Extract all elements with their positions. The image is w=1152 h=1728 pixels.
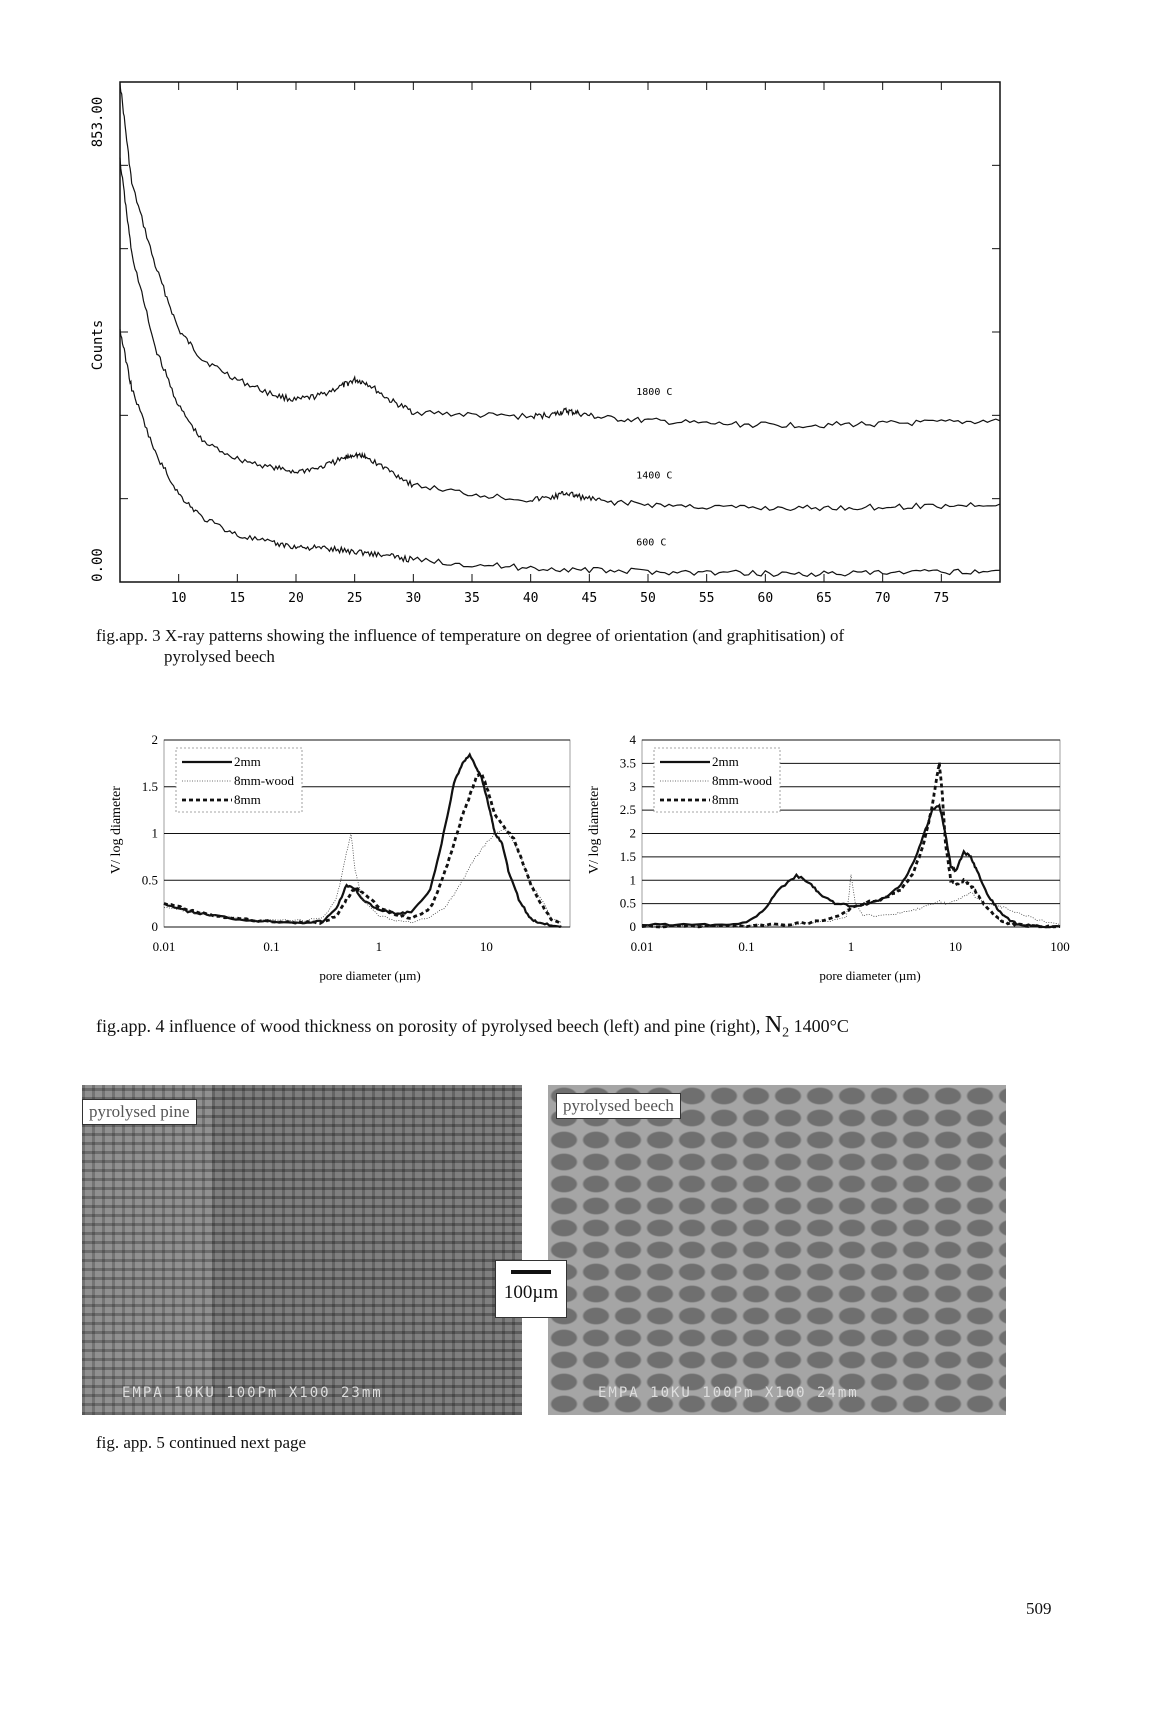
xray-ticks [120, 82, 1000, 582]
fig4-caption-gas: N [764, 1012, 783, 1038]
legend-label: 2mm [712, 754, 739, 769]
legend-label: 8mm-wood [712, 773, 772, 788]
y-tick-label: 2 [151, 732, 158, 747]
beech-legend [176, 748, 302, 812]
porosity-chart-beech [100, 730, 580, 1000]
porosity-chart-pine [580, 730, 1080, 1000]
y-tick-label: 1 [629, 872, 636, 888]
legend-label: 8mm-wood [234, 773, 294, 788]
xray-x-tick-labels [171, 591, 949, 606]
scale-bar-box [495, 1260, 567, 1318]
xray-x-tick-label: 50 [640, 591, 656, 606]
y-tick-label: 0 [629, 919, 636, 934]
xray-series-label: 600 C [636, 537, 667, 549]
xray-series-label: 1800 C [636, 386, 673, 398]
fig4-caption-subscript: 2 [782, 1025, 790, 1041]
legend-label: 2mm [234, 754, 261, 769]
xray-y-max-label: 853.00 [90, 96, 106, 148]
xray-series-label: 1400 C [636, 470, 673, 482]
x-tick-label: 1 [375, 939, 383, 954]
y-tick-label: 2.5 [619, 802, 636, 818]
fig3-caption-line1: fig.app. 3 X-ray patterns showing the influence of temperature on degree of orientation (and graphitisation) of [96, 626, 845, 645]
sem-label-beech: pyrolysed beech [556, 1093, 681, 1119]
y-tick-label: 0.5 [619, 895, 636, 911]
xray-x-tick-label: 75 [933, 591, 950, 606]
x-tick-label: 0.1 [738, 939, 755, 954]
xray-x-tick-label: 25 [346, 591, 363, 606]
fig3-caption [96, 625, 1056, 667]
xray-y-axis-label: Counts [90, 319, 106, 371]
xray-series-line [120, 158, 1000, 511]
fig3-caption-line2: pyrolysed beech [164, 647, 275, 666]
sem-image-beech [548, 1085, 1006, 1415]
xray-x-tick-label: 35 [464, 591, 480, 606]
xray-x-tick-label: 30 [405, 591, 422, 606]
pine-y-axis-label: V/ log diameter [587, 786, 602, 874]
x-tick-label: 100 [1050, 939, 1070, 954]
legend-label: 8mm [712, 792, 739, 807]
xray-y-min-label: 0.00 [90, 548, 106, 582]
pine-x-axis-label: pore diameter (µm) [819, 968, 921, 983]
sem-label-pine: pyrolysed pine [82, 1099, 197, 1125]
sem-footer-beech: EMPA 10KU 100Pm X100 24mm [598, 1385, 859, 1401]
page-number: 509 [1026, 1599, 1052, 1618]
beech-y-axis-label: V/ log diameter [109, 786, 124, 874]
y-tick-label: 2 [629, 825, 636, 841]
x-tick-label: 10 [479, 939, 493, 954]
y-tick-label: 1.5 [619, 848, 636, 864]
pine-legend [654, 748, 780, 812]
y-tick-label: 4 [629, 732, 636, 747]
xray-series-line [120, 329, 1000, 576]
xray-x-tick-label: 60 [757, 591, 774, 606]
fig4-caption-temperature: 1400°C [789, 1016, 849, 1036]
xray-x-tick-label: 55 [698, 591, 715, 606]
x-tick-label: 1 [847, 939, 855, 954]
sem-image-pine [82, 1085, 522, 1415]
xray-x-tick-label: 70 [874, 591, 891, 606]
xray-plot-frame [120, 82, 1000, 582]
y-tick-label: 0.5 [141, 872, 158, 888]
x-tick-label: 0.01 [152, 939, 176, 954]
x-tick-label: 10 [949, 939, 962, 954]
y-tick-label: 1.5 [141, 778, 158, 794]
fig4-caption-text: fig.app. 4 influence of wood thickness on porosity of pyrolysed beech (left) and pine (right), [96, 1016, 765, 1036]
legend-label: 8mm [234, 792, 261, 807]
y-tick-label: 1 [151, 825, 158, 841]
xray-series-line [120, 84, 1000, 427]
xray-chart [80, 70, 1040, 630]
y-tick-label: 3 [629, 778, 636, 794]
sem-footer-pine: EMPA 10KU 100Pm X100 23mm [122, 1385, 383, 1401]
scale-bar [511, 1270, 551, 1274]
xray-series-group [120, 84, 1000, 576]
xray-series-labels [636, 387, 672, 549]
x-tick-label: 0.1 [263, 939, 280, 954]
xray-x-tick-label: 40 [522, 591, 539, 606]
x-tick-label: 0.01 [630, 939, 654, 954]
xray-x-tick-label: 10 [170, 591, 187, 606]
fig4-caption [96, 1012, 1096, 1044]
xray-x-tick-label: 15 [229, 591, 246, 606]
fig5-caption: fig. app. 5 continued next page [96, 1433, 307, 1452]
scale-bar-label: 100µm [503, 1282, 559, 1303]
y-tick-label: 0 [151, 919, 158, 934]
xray-x-tick-label: 45 [581, 591, 598, 606]
y-tick-label: 3.5 [619, 755, 636, 771]
beech-x-axis-label: pore diameter (µm) [319, 968, 421, 983]
xray-x-tick-label: 65 [816, 591, 832, 606]
xray-x-tick-label: 20 [288, 591, 304, 606]
